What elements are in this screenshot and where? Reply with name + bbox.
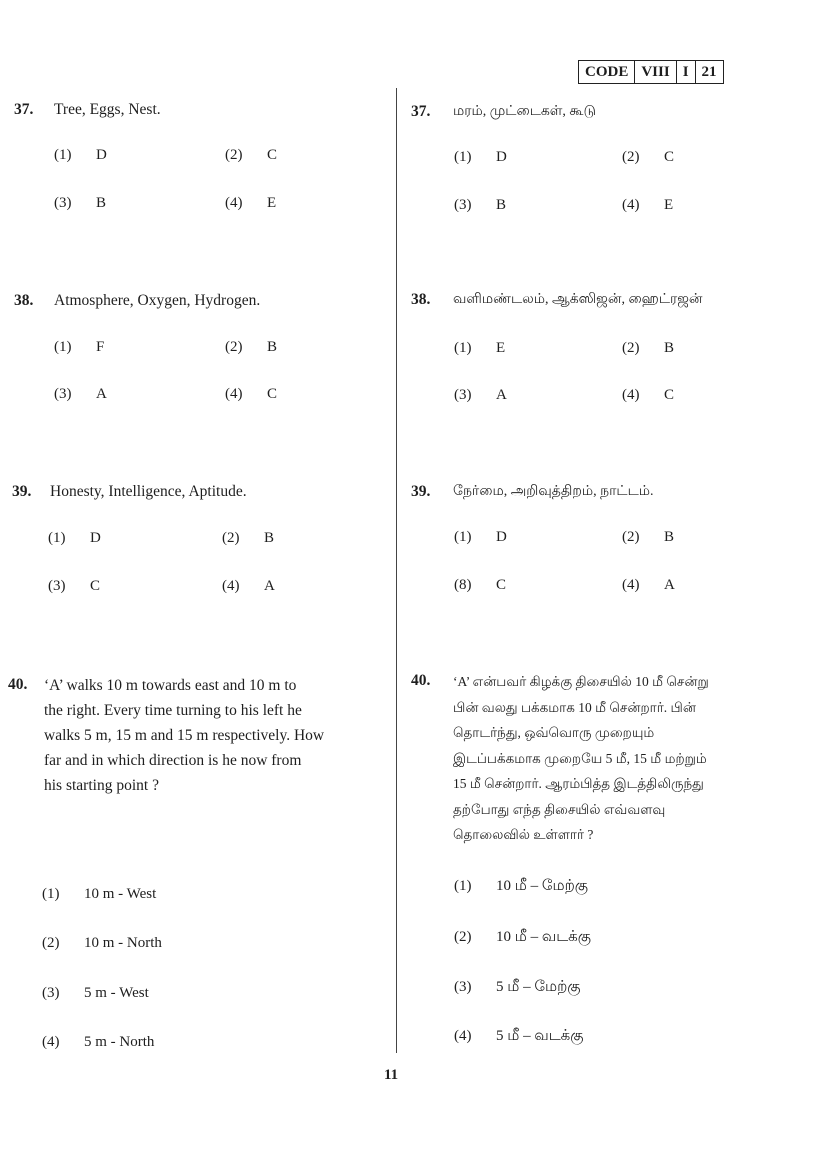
option: (4) 5 மீ – வடக்கு xyxy=(454,1028,584,1044)
code-box xyxy=(578,60,724,84)
question-number: 37. xyxy=(411,103,431,120)
column-divider xyxy=(396,88,397,1053)
option: (2) 10 m - North xyxy=(42,935,162,951)
option: (4) A xyxy=(622,577,675,593)
question-number: 39. xyxy=(12,483,32,500)
question-number: 39. xyxy=(411,483,431,500)
question-text: Atmosphere, Oxygen, Hydrogen. xyxy=(54,292,261,309)
option: (3) 5 m - West xyxy=(42,985,149,1001)
option: (2) 10 மீ – வடக்கு xyxy=(454,929,591,945)
option: (3) 5 மீ – மேற்கு xyxy=(454,979,581,995)
option: (4) C xyxy=(622,387,675,403)
question-text: ‘A’ walks 10 m towards east and 10 m to the right. Every time turning to his left he walks 5 m, 15 m and 15 m respectively. How far and in which direction is he now from his starting point ? xyxy=(44,677,325,794)
code-part: I xyxy=(676,61,695,83)
option: (1) F xyxy=(54,339,105,355)
option: (1) 10 மீ – மேற்கு xyxy=(454,878,589,894)
option: (1) D xyxy=(48,530,101,546)
option: (1) E xyxy=(454,340,506,356)
question-number: 38. xyxy=(411,291,431,308)
question-text: Honesty, Intelligence, Aptitude. xyxy=(50,483,247,500)
question-text: வளிமண்டலம், ஆக்ஸிஜன், ஹைட்ரஜன் xyxy=(453,292,703,307)
option: (4) C xyxy=(225,386,278,402)
code-set: VIII xyxy=(634,61,675,83)
option: (3) A xyxy=(54,386,107,402)
option: (2) C xyxy=(225,147,278,163)
option: (4) E xyxy=(622,197,674,213)
option: (2) B xyxy=(222,530,275,546)
code-number: 21 xyxy=(695,61,723,83)
option: (1) D xyxy=(54,147,107,163)
question-number: 40. xyxy=(8,676,28,693)
code-label: CODE xyxy=(585,63,629,80)
option: (2) B xyxy=(622,529,675,545)
question-text: Tree, Eggs, Nest. xyxy=(54,101,161,118)
question-number: 40. xyxy=(411,672,431,689)
question-number: 37. xyxy=(14,101,34,118)
option: (2) B xyxy=(622,340,675,356)
option: (3) A xyxy=(454,387,507,403)
option: (4) A xyxy=(222,578,275,594)
option: (1) D xyxy=(454,149,507,165)
option: (3) B xyxy=(54,195,107,211)
option: (3) B xyxy=(454,197,507,213)
question-text: நேர்மை, அறிவுத்திறம், நாட்டம். xyxy=(453,484,654,499)
option: (1) 10 m - West xyxy=(42,886,157,902)
option: (4) E xyxy=(225,195,277,211)
question-text: மரம், முட்டைகள், கூடு xyxy=(453,104,596,119)
option: (2) B xyxy=(225,339,278,355)
option: (2) C xyxy=(622,149,675,165)
option: (4) 5 m - North xyxy=(42,1034,155,1050)
option: (8) C xyxy=(454,577,507,593)
option: (1) D xyxy=(454,529,507,545)
question-text: ‘A’ என்பவர் கிழக்கு திசையில் 10 மீ சென்று பின் வலது பக்கமாக 10 மீ சென்றார். பின் தொடர்ந்து, ஒவ்வொரு முறையும் இடப்பக்கமாக முறையே 5 மீ, 15 மீ மற்றும் 15 மீ சென்றார். ஆரம்பித்த இடத்திலிருந்து தற்போது எந்த திசையில் எவ்வளவு தொலைவில் உள்ளார் ? xyxy=(453,674,709,842)
option: (3) C xyxy=(48,578,101,594)
page-number: 11 xyxy=(384,1067,399,1083)
question-number: 38. xyxy=(14,292,34,309)
